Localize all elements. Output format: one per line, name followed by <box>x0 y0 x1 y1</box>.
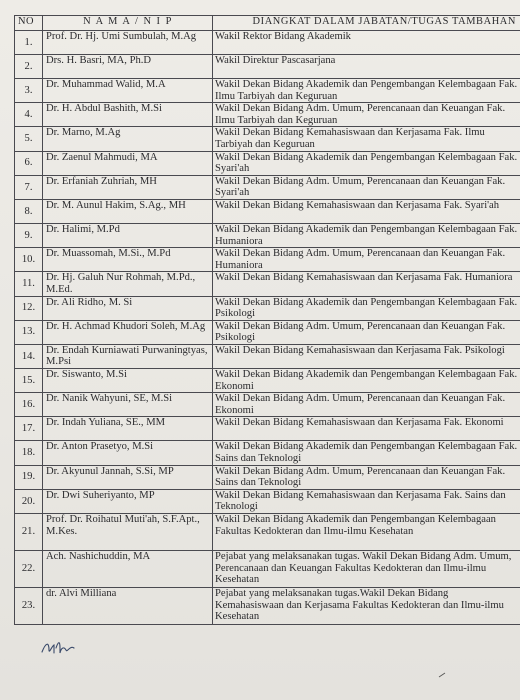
row-position: Wakil Dekan Bidang Akademik dan Pengembangan Kelembagaan Fak. Ekonomi <box>213 369 520 393</box>
row-name: Dr. Hj. Galuh Nur Rohmah, M.Pd., M.Ed. <box>43 272 213 296</box>
row-position: Wakil Dekan Bidang Akademik dan Pengembangan Kelembagaan Fak. Ilmu Tarbiyah dan Keguruan <box>213 79 520 103</box>
row-position: Pejabat yang melaksanakan tugas.Wakil Dekan Bidang Kemahasiswaan dan Kerjasama Fakultas Kedokteran dan Ilmu-ilmu Kesehatan <box>213 588 520 625</box>
row-number: 5. <box>15 127 43 151</box>
table-row <box>15 465 520 489</box>
row-number: 21. <box>15 514 43 551</box>
row-name: Dr. Erfaniah Zuhriah, MH <box>43 175 213 199</box>
row-name: Dr. Dwi Suheriyanto, MP <box>43 489 213 513</box>
row-number: 13. <box>15 320 43 344</box>
row-position: Wakil Dekan Bidang Kemahasiswaan dan Kerjasama Fak. Ilmu Tarbiyah dan Keguruan <box>213 127 520 151</box>
table-row <box>15 393 520 417</box>
table-row <box>15 127 520 151</box>
row-number: 9. <box>15 223 43 247</box>
header-name: N A M A / N I P <box>43 16 213 31</box>
ink-mark <box>438 672 446 678</box>
table-row <box>15 151 520 175</box>
header-row <box>15 16 520 31</box>
row-position: Wakil Dekan Bidang Kemahasiswaan dan Kerjasama Fak. Psikologi <box>213 344 520 368</box>
row-name: Dr. Muassomah, M.Si., M.Pd <box>43 248 213 272</box>
row-number: 18. <box>15 441 43 465</box>
row-position: Wakil Dekan Bidang Kemahasiswaan dan Kerjasama Fak. Sains dan Teknologi <box>213 489 520 513</box>
row-name: Ach. Nashichuddin, MA <box>43 551 213 588</box>
row-name: Prof. Dr. Hj. Umi Sumbulah, M.Ag <box>43 31 213 55</box>
row-position: Wakil Rektor Bidang Akademik <box>213 31 520 55</box>
row-number: 10. <box>15 248 43 272</box>
row-position: Wakil Dekan Bidang Akademik dan Pengembangan Kelembagaan Fakultas Kedokteran dan Ilmu-ilmu Kesehatan <box>213 514 520 551</box>
row-number: 22. <box>15 551 43 588</box>
table-row <box>15 344 520 368</box>
row-name: Dr. H. Achmad Khudori Soleh, M.Ag <box>43 320 213 344</box>
row-number: 8. <box>15 199 43 223</box>
row-name: Dr. Anton Prasetyo, M.Si <box>43 441 213 465</box>
row-position: Wakil Dekan Bidang Adm. Umum, Perencanaan dan Keuangan Fak. Ilmu Tarbiyah dan Keguruan <box>213 103 520 127</box>
table-row <box>15 417 520 441</box>
row-position: Wakil Dekan Bidang Adm. Umum, Perencanaan dan Keuangan Fak. Ekonomi <box>213 393 520 417</box>
row-name: Prof. Dr. Roihatul Muti'ah, S.F.Apt., M.Kes. <box>43 514 213 551</box>
row-position: Wakil Dekan Bidang Kemahasiswaan dan Kerjasama Fak. Humaniora <box>213 272 520 296</box>
row-number: 12. <box>15 296 43 320</box>
row-position: Wakil Dekan Bidang Akademik dan Pengembangan Kelembagaan Fak. Sains dan Teknologi <box>213 441 520 465</box>
row-number: 15. <box>15 369 43 393</box>
appointment-table <box>14 15 520 625</box>
table-row <box>15 55 520 79</box>
row-number: 7. <box>15 175 43 199</box>
table-row <box>15 248 520 272</box>
row-number: 1. <box>15 31 43 55</box>
row-name: Dr. Marno, M.Ag <box>43 127 213 151</box>
table-row <box>15 31 520 55</box>
table-row <box>15 551 520 588</box>
row-position: Wakil Dekan Bidang Adm. Umum, Perencanaan dan Keuangan Fak. Psikologi <box>213 320 520 344</box>
row-position: Wakil Dekan Bidang Adm. Umum, Perencanaan dan Keuangan Fak. Syari'ah <box>213 175 520 199</box>
row-number: 17. <box>15 417 43 441</box>
table-row <box>15 369 520 393</box>
table-row <box>15 223 520 247</box>
row-position: Wakil Dekan Bidang Kemahasiswaan dan Kerjasama Fak. Syari'ah <box>213 199 520 223</box>
header-position: DIANGKAT DALAM JABATAN/TUGAS TAMBAHAN <box>213 16 520 31</box>
table-row <box>15 296 520 320</box>
row-name: Dr. Muhammad Walid, M.A <box>43 79 213 103</box>
table-row <box>15 489 520 513</box>
row-name: Dr. Indah Yuliana, SE., MM <box>43 417 213 441</box>
table-row <box>15 199 520 223</box>
row-position: Wakil Dekan Bidang Kemahasiswaan dan Kerjasama Fak. Ekonomi <box>213 417 520 441</box>
row-name: Dr. Ali Ridho, M. Si <box>43 296 213 320</box>
row-name: Dr. Zaenul Mahmudi, MA <box>43 151 213 175</box>
row-name: Dr. Siswanto, M.Si <box>43 369 213 393</box>
table-row <box>15 320 520 344</box>
row-position: Wakil Dekan Bidang Adm. Umum, Perencanaan dan Keuangan Fak. Sains dan Teknologi <box>213 465 520 489</box>
row-name: Dr. M. Aunul Hakim, S.Ag., MH <box>43 199 213 223</box>
table-row <box>15 588 520 625</box>
row-name: Dr. H. Abdul Bashith, M.Si <box>43 103 213 127</box>
row-position: Wakil Dekan Bidang Akademik dan Pengembangan Kelembagaan Fak. Psikologi <box>213 296 520 320</box>
table-row <box>15 441 520 465</box>
table-header <box>15 16 520 31</box>
row-number: 19. <box>15 465 43 489</box>
header-no: NO <box>15 16 43 31</box>
row-position: Wakil Dekan Bidang Adm. Umum, Perencanaan dan Keuangan Fak. Humaniora <box>213 248 520 272</box>
table-row <box>15 103 520 127</box>
row-position: Wakil Dekan Bidang Akademik dan Pengembangan Kelembagaan Fak. Syari'ah <box>213 151 520 175</box>
row-position: Wakil Dekan Bidang Akademik dan Pengembangan Kelembagaan Fak. Humaniora <box>213 223 520 247</box>
row-number: 2. <box>15 55 43 79</box>
row-number: 14. <box>15 344 43 368</box>
row-number: 16. <box>15 393 43 417</box>
row-position: Pejabat yang melaksanakan tugas. Wakil Dekan Bidang Adm. Umum, Perencanaan dan Keuangan Fakultas Kedokteran dan Ilmu-ilmu Kesehatan <box>213 551 520 588</box>
row-number: 6. <box>15 151 43 175</box>
table-row <box>15 175 520 199</box>
row-number: 4. <box>15 103 43 127</box>
row-name: Dr. Akyunul Jannah, S.Si, MP <box>43 465 213 489</box>
row-position: Wakil Direktur Pascasarjana <box>213 55 520 79</box>
row-name: dr. Alvi Milliana <box>43 588 213 625</box>
row-number: 23. <box>15 588 43 625</box>
row-number: 3. <box>15 79 43 103</box>
table-row <box>15 79 520 103</box>
row-number: 11. <box>15 272 43 296</box>
row-name: Dr. Nanik Wahyuni, SE, M.Si <box>43 393 213 417</box>
row-name: Dr. Endah Kurniawati Purwaningtyas, M.Psi <box>43 344 213 368</box>
table-body <box>15 31 520 625</box>
table-row <box>15 272 520 296</box>
row-number: 20. <box>15 489 43 513</box>
table-row <box>15 514 520 551</box>
row-name: Dr. Halimi, M.Pd <box>43 223 213 247</box>
row-name: Drs. H. Basri, MA, Ph.D <box>43 55 213 79</box>
handwritten-initial <box>40 636 78 658</box>
